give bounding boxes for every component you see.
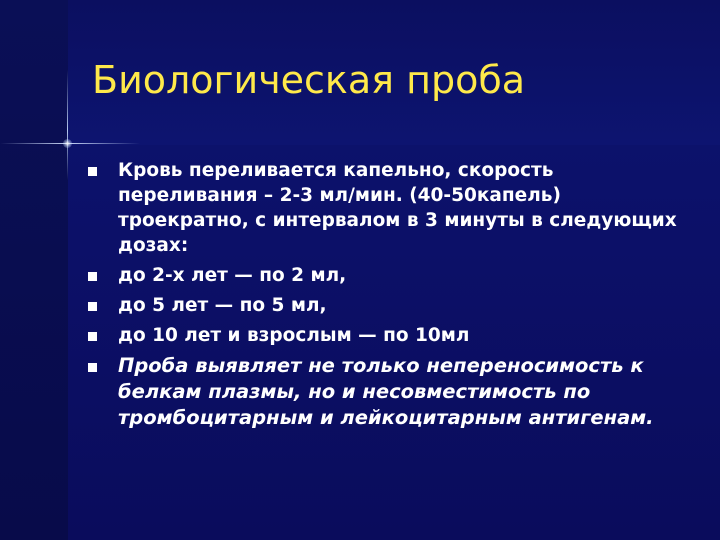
- bullet-item-transfusion-rate: [88, 158, 678, 258]
- decorative-vertical-line: [67, 70, 68, 180]
- square-bullet-icon: [88, 272, 97, 281]
- bullet-text: Проба выявляет не только непереносимость к белкам плазмы, но и несовместимость по тромбоцитарным и лейкоцитарным антигенам.: [118, 354, 654, 429]
- bullet-text: до 2-х лет — по 2 мл,: [118, 265, 347, 286]
- bullet-item-dose-under-10-adults: [88, 323, 678, 348]
- bullet-item-dose-under-2: [88, 263, 678, 288]
- left-panel-background: [0, 0, 68, 540]
- bullet-text: до 5 лет — по 5 мл,: [118, 295, 327, 316]
- decorative-spark: [63, 139, 72, 148]
- bullet-text: до 10 лет и взрослым — по 10мл: [118, 325, 470, 346]
- bullet-item-dose-under-5: [88, 293, 678, 318]
- square-bullet-icon: [88, 302, 97, 311]
- slide-title: Биологическая проба: [92, 58, 526, 102]
- square-bullet-icon: [88, 332, 97, 341]
- bullet-text: Кровь переливается капельно, скорость переливания – 2-3 мл/мин. (40-50капель) троекратно, с интервалом в 3 минуты в следующих дозах:: [118, 160, 677, 256]
- square-bullet-icon: [88, 167, 97, 176]
- square-bullet-icon: [88, 363, 97, 372]
- bullet-item-test-significance: [88, 353, 678, 431]
- bullet-list: [88, 158, 678, 436]
